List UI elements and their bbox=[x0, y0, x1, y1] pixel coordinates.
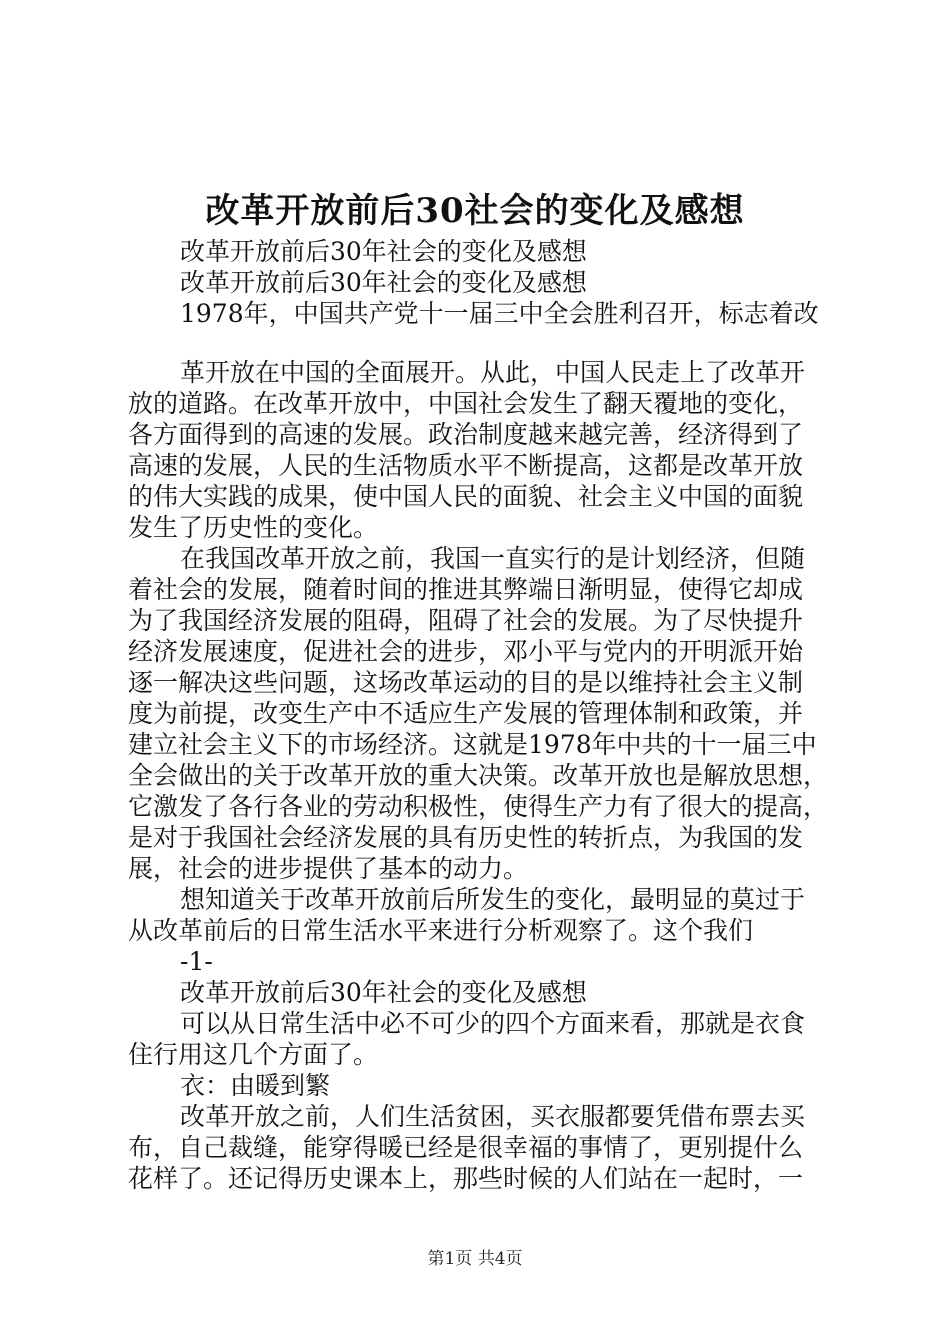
subtitle-line: 改革开放前后30年社会的变化及感想 bbox=[180, 268, 587, 297]
page-footer: 第1页 共4页 bbox=[427, 1249, 523, 1269]
text-line: 着社会的发展，随着时间的推进其弊端日渐明显，使得它却成 bbox=[128, 575, 804, 604]
text-line: 全会做出的关于改革开放的重大决策。改革开放也是解放思想， bbox=[128, 761, 829, 790]
text-line: 革开放在中国的全面展开。从此，中国人民走上了改革开 bbox=[180, 358, 806, 387]
body-block bbox=[128, 357, 828, 1194]
text-line: 布，自己裁缝，能穿得暖已经是很幸福的事情了，更别提什么 bbox=[128, 1133, 804, 1162]
text-line: 逐一解决这些问题，这场改革运动的目的是以维持社会主义制 bbox=[128, 668, 804, 697]
text-line: 发生了历史性的变化。 bbox=[128, 513, 379, 542]
text-line: 它激发了各行各业的劳动积极性，使得生产力有了很大的提高， bbox=[128, 792, 829, 821]
text-line: 住行用这几个方面了。 bbox=[128, 1040, 379, 1069]
text-line: 从改革前后的日常生活水平来进行分析观察了。这个我们 bbox=[128, 916, 754, 945]
text-line: 为了我国经济发展的阻碍，阻碍了社会的发展。为了尽快提升 bbox=[128, 606, 804, 635]
intro-line: 1978年，中国共产党十一届三中全会胜利召开，标志着改 bbox=[180, 299, 819, 328]
text-line: 改革开放之前，人们生活贫困，买衣服都要凭借布票去买 bbox=[180, 1102, 806, 1131]
text-line: 的伟大实践的成果，使中国人民的面貌、社会主义中国的面貌 bbox=[128, 482, 804, 511]
text-line: 可以从日常生活中必不可少的四个方面来看，那就是衣食 bbox=[180, 1009, 806, 1038]
text-line: 想知道关于改革开放前后所发生的变化，最明显的莫过于 bbox=[180, 885, 806, 914]
text-line: 展，社会的进步提供了基本的动力。 bbox=[128, 854, 529, 883]
section-heading: 衣：由暖到繁 bbox=[180, 1071, 331, 1100]
text-line: 放的道路。在改革开放中，中国社会发生了翻天覆地的变化， bbox=[128, 389, 804, 418]
running-header: 改革开放前后30年社会的变化及感想 bbox=[180, 978, 587, 1007]
text-line: 度为前提，改变生产中不适应生产发展的管理体制和政策，并 bbox=[128, 699, 804, 728]
subtitle-line: 改革开放前后30年社会的变化及感想 bbox=[180, 237, 587, 266]
text-line: 各方面得到的高速的发展。政治制度越来越完善，经济得到了 bbox=[128, 420, 804, 449]
text-line: 花样了。还记得历史课本上，那些时候的人们站在一起时，一 bbox=[128, 1164, 804, 1193]
page-marker: -1- bbox=[180, 947, 213, 976]
document-title: 改革开放前后30社会的变化及感想 bbox=[205, 191, 745, 231]
text-line: 在我国改革开放之前，我国一直实行的是计划经济，但随 bbox=[180, 544, 806, 573]
text-line: 建立社会主义下的市场经济。这就是1978年中共的十一届三中 bbox=[128, 730, 817, 759]
text-line: 高速的发展，人民的生活物质水平不断提高，这都是改革开放 bbox=[128, 451, 804, 480]
text-line: 经济发展速度，促进社会的进步，邓小平与党内的开明派开始 bbox=[128, 637, 804, 666]
text-line: 是对于我国社会经济发展的具有历史性的转折点，为我国的发 bbox=[128, 823, 804, 852]
header-block bbox=[128, 236, 828, 329]
